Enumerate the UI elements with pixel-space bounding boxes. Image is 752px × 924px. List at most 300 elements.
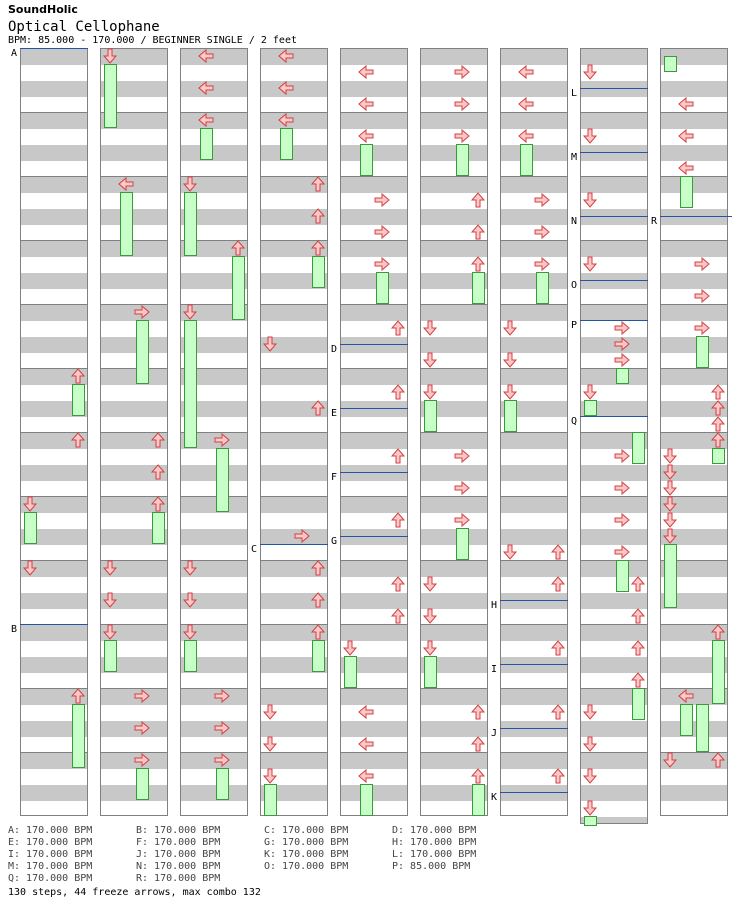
measure-line (661, 368, 727, 369)
bpm-marker-line (260, 544, 328, 545)
right-arrow-icon (550, 576, 566, 592)
freeze-arrow (616, 368, 629, 384)
down-arrow-icon (678, 128, 694, 144)
right-arrow-icon (550, 544, 566, 560)
right-arrow-icon (710, 432, 726, 448)
freeze-arrow (280, 128, 293, 160)
bpm-marker-label: K (491, 792, 498, 803)
right-arrow-icon (710, 752, 726, 768)
freeze-arrow (680, 176, 693, 208)
right-arrow-icon (150, 496, 166, 512)
measure-line (501, 240, 567, 241)
right-arrow-icon (470, 256, 486, 272)
left-arrow-icon (22, 496, 38, 512)
bpm-marker-label: B (11, 624, 18, 635)
measure-line (261, 112, 327, 113)
up-arrow-icon (294, 528, 310, 544)
freeze-arrow (696, 704, 709, 752)
down-arrow-icon (518, 64, 534, 80)
right-arrow-icon (710, 624, 726, 640)
left-arrow-icon (662, 528, 678, 544)
right-arrow-icon (310, 560, 326, 576)
right-arrow-icon (390, 512, 406, 528)
freeze-arrow (472, 784, 485, 816)
bpm-marker-label: D (331, 344, 338, 355)
measure-line (341, 112, 407, 113)
freeze-arrow (184, 192, 197, 256)
measure-line (661, 240, 727, 241)
freeze-arrow (200, 128, 213, 160)
left-arrow-icon (182, 176, 198, 192)
step-summary: 130 steps, 44 freeze arrows, max combo 132 (8, 887, 261, 898)
left-arrow-icon (422, 608, 438, 624)
right-arrow-icon (630, 608, 646, 624)
left-arrow-icon (662, 512, 678, 528)
bpm-marker-label: I (491, 664, 498, 675)
left-arrow-icon (422, 320, 438, 336)
up-arrow-icon (134, 304, 150, 320)
bpm-marker-label: P (571, 320, 578, 331)
left-arrow-icon (502, 352, 518, 368)
measure-line (581, 240, 647, 241)
left-arrow-icon (582, 384, 598, 400)
freeze-arrow (184, 640, 197, 672)
measure-line (261, 496, 327, 497)
right-arrow-icon (550, 704, 566, 720)
left-arrow-icon (662, 480, 678, 496)
chart-column (420, 48, 488, 816)
up-arrow-icon (694, 288, 710, 304)
bpm-legend-entry: P: 85.000 BPM (392, 861, 471, 872)
measure-line (581, 624, 647, 625)
left-arrow-icon (22, 560, 38, 576)
freeze-arrow (584, 816, 597, 826)
freeze-arrow (360, 144, 373, 176)
freeze-arrow (360, 784, 373, 816)
measure-line (581, 176, 647, 177)
measure-line (501, 752, 567, 753)
up-arrow-icon (214, 720, 230, 736)
measure-line (661, 176, 727, 177)
right-arrow-icon (70, 368, 86, 384)
measure-line (341, 432, 407, 433)
bpm-marker-label: N (571, 216, 578, 227)
measure-line (341, 624, 407, 625)
measure-line (421, 240, 487, 241)
bpm-legend-entry: E: 170.000 BPM (8, 837, 93, 848)
left-arrow-icon (262, 768, 278, 784)
right-arrow-icon (390, 608, 406, 624)
down-arrow-icon (278, 112, 294, 128)
left-arrow-icon (662, 464, 678, 480)
left-arrow-icon (342, 640, 358, 656)
left-arrow-icon (662, 448, 678, 464)
bpm-legend-entry: K: 170.000 BPM (264, 849, 349, 860)
bpm-marker-label: M (571, 152, 578, 163)
down-arrow-icon (118, 176, 134, 192)
measure-line (421, 496, 487, 497)
bpm-legend-entry: A: 170.000 BPM (8, 825, 93, 836)
bpm-legend-entry: L: 170.000 BPM (392, 849, 477, 860)
measure-line (101, 368, 167, 369)
bpm-marker-line (340, 536, 408, 537)
freeze-arrow (712, 640, 725, 704)
left-arrow-icon (102, 592, 118, 608)
measure-line (501, 624, 567, 625)
bpm-legend-entry: H: 170.000 BPM (392, 837, 477, 848)
bpm-marker-label: H (491, 600, 498, 611)
measure-line (581, 112, 647, 113)
right-arrow-icon (630, 672, 646, 688)
left-arrow-icon (422, 352, 438, 368)
right-arrow-icon (310, 624, 326, 640)
left-arrow-icon (182, 624, 198, 640)
bpm-marker-line (340, 408, 408, 409)
measure-line (421, 112, 487, 113)
down-arrow-icon (198, 112, 214, 128)
measure-line (21, 240, 87, 241)
bpm-marker-label: R (651, 216, 658, 227)
freeze-arrow (72, 384, 85, 416)
left-arrow-icon (582, 256, 598, 272)
measure-line (421, 176, 487, 177)
bpm-marker-line (500, 792, 568, 793)
freeze-arrow (264, 784, 277, 816)
bpm-marker-label: O (571, 280, 578, 291)
measure-line (581, 560, 647, 561)
bpm-marker-label: L (571, 88, 578, 99)
up-arrow-icon (614, 320, 630, 336)
up-arrow-icon (454, 448, 470, 464)
right-arrow-icon (710, 400, 726, 416)
measure-line (501, 112, 567, 113)
measure-line (421, 688, 487, 689)
freeze-arrow (664, 544, 677, 608)
right-arrow-icon (710, 384, 726, 400)
right-arrow-icon (630, 576, 646, 592)
left-arrow-icon (182, 592, 198, 608)
bpm-legend-entry: B: 170.000 BPM (136, 825, 221, 836)
freeze-arrow (712, 448, 725, 464)
left-arrow-icon (662, 752, 678, 768)
measure-line (261, 304, 327, 305)
down-arrow-icon (358, 128, 374, 144)
left-arrow-icon (502, 544, 518, 560)
freeze-arrow (632, 688, 645, 720)
up-arrow-icon (694, 256, 710, 272)
bpm-legend-entry: I: 170.000 BPM (8, 849, 93, 860)
left-arrow-icon (582, 128, 598, 144)
bpm-marker-line (500, 600, 568, 601)
left-arrow-icon (582, 736, 598, 752)
right-arrow-icon (310, 240, 326, 256)
measure-line (341, 496, 407, 497)
left-arrow-icon (102, 560, 118, 576)
right-arrow-icon (630, 640, 646, 656)
freeze-arrow (424, 400, 437, 432)
left-arrow-icon (182, 304, 198, 320)
measure-line (181, 496, 247, 497)
right-arrow-icon (390, 448, 406, 464)
bpm-marker-line (20, 48, 88, 49)
measure-line (341, 752, 407, 753)
bpm-legend-entry: C: 170.000 BPM (264, 825, 349, 836)
measure-line (101, 240, 167, 241)
left-arrow-icon (422, 576, 438, 592)
freeze-arrow (24, 512, 37, 544)
right-arrow-icon (470, 736, 486, 752)
bpm-marker-label: G (331, 536, 338, 547)
bpm-legend-entry: J: 170.000 BPM (136, 849, 221, 860)
freeze-arrow (376, 272, 389, 304)
freeze-arrow (216, 448, 229, 512)
bpm-marker-line (580, 416, 648, 417)
measure-line (261, 688, 327, 689)
freeze-arrow (344, 656, 357, 688)
measure-line (501, 368, 567, 369)
right-arrow-icon (310, 592, 326, 608)
right-arrow-icon (550, 768, 566, 784)
bpm-marker-line (580, 280, 648, 281)
freeze-arrow (120, 192, 133, 256)
left-arrow-icon (502, 384, 518, 400)
down-arrow-icon (678, 688, 694, 704)
up-arrow-icon (214, 752, 230, 768)
down-arrow-icon (358, 64, 374, 80)
freeze-arrow (216, 768, 229, 800)
freeze-arrow (184, 320, 197, 448)
right-arrow-icon (150, 432, 166, 448)
bpm-marker-line (340, 472, 408, 473)
left-arrow-icon (262, 704, 278, 720)
measure-line (101, 176, 167, 177)
right-arrow-icon (70, 688, 86, 704)
freeze-arrow (104, 64, 117, 128)
measure-line (501, 176, 567, 177)
measure-line (501, 560, 567, 561)
down-arrow-icon (358, 768, 374, 784)
bpm-marker-line (580, 320, 648, 321)
up-arrow-icon (534, 256, 550, 272)
freeze-arrow (456, 144, 469, 176)
right-arrow-icon (390, 384, 406, 400)
bpm-legend-entry: D: 170.000 BPM (392, 825, 477, 836)
left-arrow-icon (422, 384, 438, 400)
measure-line (661, 304, 727, 305)
bpm-legend-entry: G: 170.000 BPM (264, 837, 349, 848)
bpm-marker-line (660, 216, 732, 217)
bpm-legend-entry: M: 170.000 BPM (8, 861, 93, 872)
song-title: Optical Cellophane (8, 19, 160, 35)
measure-line (581, 496, 647, 497)
freeze-arrow (632, 432, 645, 464)
measure-line (581, 368, 647, 369)
freeze-arrow (456, 528, 469, 560)
measure-line (421, 304, 487, 305)
freeze-arrow (616, 560, 629, 592)
right-arrow-icon (150, 464, 166, 480)
left-arrow-icon (182, 560, 198, 576)
right-arrow-icon (470, 768, 486, 784)
left-arrow-icon (662, 496, 678, 512)
measure-line (501, 432, 567, 433)
freeze-arrow (680, 704, 693, 736)
measure-line (341, 560, 407, 561)
down-arrow-icon (358, 704, 374, 720)
left-arrow-icon (102, 624, 118, 640)
measure-line (181, 112, 247, 113)
down-arrow-icon (198, 80, 214, 96)
left-arrow-icon (102, 48, 118, 64)
bpm-legend-entry: F: 170.000 BPM (136, 837, 221, 848)
left-arrow-icon (582, 768, 598, 784)
right-arrow-icon (310, 176, 326, 192)
measure-line (421, 624, 487, 625)
right-arrow-icon (310, 208, 326, 224)
down-arrow-icon (278, 80, 294, 96)
up-arrow-icon (214, 432, 230, 448)
freeze-arrow (136, 768, 149, 800)
up-arrow-icon (614, 336, 630, 352)
up-arrow-icon (454, 512, 470, 528)
measure-line (341, 240, 407, 241)
up-arrow-icon (614, 544, 630, 560)
up-arrow-icon (214, 688, 230, 704)
freeze-arrow (136, 320, 149, 384)
bpm-marker-line (500, 664, 568, 665)
right-arrow-icon (550, 640, 566, 656)
measure-line (21, 112, 87, 113)
right-arrow-icon (70, 432, 86, 448)
bpm-marker-label: A (11, 48, 18, 59)
chart-column (340, 48, 408, 816)
chart-column (500, 48, 568, 816)
up-arrow-icon (374, 224, 390, 240)
right-arrow-icon (230, 240, 246, 256)
right-arrow-icon (470, 704, 486, 720)
bpm-marker-label: E (331, 408, 338, 419)
down-arrow-icon (678, 96, 694, 112)
up-arrow-icon (374, 256, 390, 272)
measure-line (261, 368, 327, 369)
up-arrow-icon (374, 192, 390, 208)
bpm-marker-line (500, 728, 568, 729)
left-arrow-icon (582, 800, 598, 816)
down-arrow-icon (678, 160, 694, 176)
down-arrow-icon (358, 736, 374, 752)
left-arrow-icon (262, 336, 278, 352)
bpm-marker-line (580, 88, 648, 89)
measure-line (421, 560, 487, 561)
bpm-marker-line (580, 216, 648, 217)
bpm-legend-entry: R: 170.000 BPM (136, 873, 221, 884)
down-arrow-icon (278, 48, 294, 64)
bpm-legend-entry: Q: 170.000 BPM (8, 873, 93, 884)
up-arrow-icon (534, 224, 550, 240)
bpm-marker-label: C (251, 544, 258, 555)
down-arrow-icon (358, 96, 374, 112)
left-arrow-icon (262, 736, 278, 752)
freeze-arrow (584, 400, 597, 416)
left-arrow-icon (582, 704, 598, 720)
freeze-arrow (232, 256, 245, 320)
freeze-arrow (504, 400, 517, 432)
measure-line (661, 112, 727, 113)
freeze-arrow (664, 56, 677, 72)
measure-line (341, 176, 407, 177)
bpm-marker-line (340, 344, 408, 345)
bpm-legend-entry: N: 170.000 BPM (136, 861, 221, 872)
measure-line (421, 368, 487, 369)
bpm-marker-label: Q (571, 416, 578, 427)
up-arrow-icon (454, 128, 470, 144)
freeze-arrow (424, 656, 437, 688)
up-arrow-icon (454, 480, 470, 496)
measure-line (261, 432, 327, 433)
right-arrow-icon (390, 320, 406, 336)
chart-info: BPM: 85.000 - 170.000 / BEGINNER SINGLE / 2 feet (8, 35, 297, 46)
measure-line (501, 304, 567, 305)
bpm-marker-line (20, 624, 88, 625)
up-arrow-icon (694, 320, 710, 336)
chart-column (260, 48, 328, 816)
right-arrow-icon (390, 576, 406, 592)
down-arrow-icon (518, 128, 534, 144)
measure-line (421, 432, 487, 433)
up-arrow-icon (614, 352, 630, 368)
right-arrow-icon (710, 416, 726, 432)
freeze-arrow (472, 272, 485, 304)
freeze-arrow (312, 640, 325, 672)
artist-name: SoundHolic (8, 3, 78, 16)
up-arrow-icon (134, 752, 150, 768)
measure-line (581, 304, 647, 305)
up-arrow-icon (534, 192, 550, 208)
freeze-arrow (104, 640, 117, 672)
measure-line (501, 688, 567, 689)
freeze-arrow (536, 272, 549, 304)
up-arrow-icon (134, 720, 150, 736)
bpm-marker-label: J (491, 728, 498, 739)
down-arrow-icon (198, 48, 214, 64)
measure-line (21, 176, 87, 177)
measure-line (581, 752, 647, 753)
left-arrow-icon (422, 640, 438, 656)
measure-line (501, 496, 567, 497)
measure-line (341, 688, 407, 689)
bpm-marker-label: F (331, 472, 338, 483)
up-arrow-icon (454, 96, 470, 112)
up-arrow-icon (134, 688, 150, 704)
freeze-arrow (72, 704, 85, 768)
up-arrow-icon (614, 448, 630, 464)
measure-line (341, 304, 407, 305)
measure-line (421, 752, 487, 753)
freeze-arrow (696, 336, 709, 368)
right-arrow-icon (470, 224, 486, 240)
bpm-legend-entry: O: 170.000 BPM (264, 861, 349, 872)
measure-line (261, 752, 327, 753)
left-arrow-icon (582, 192, 598, 208)
left-arrow-icon (502, 320, 518, 336)
up-arrow-icon (614, 512, 630, 528)
freeze-arrow (312, 256, 325, 288)
measure-line (21, 304, 87, 305)
right-arrow-icon (310, 400, 326, 416)
up-arrow-icon (614, 480, 630, 496)
right-arrow-icon (470, 192, 486, 208)
freeze-arrow (152, 512, 165, 544)
